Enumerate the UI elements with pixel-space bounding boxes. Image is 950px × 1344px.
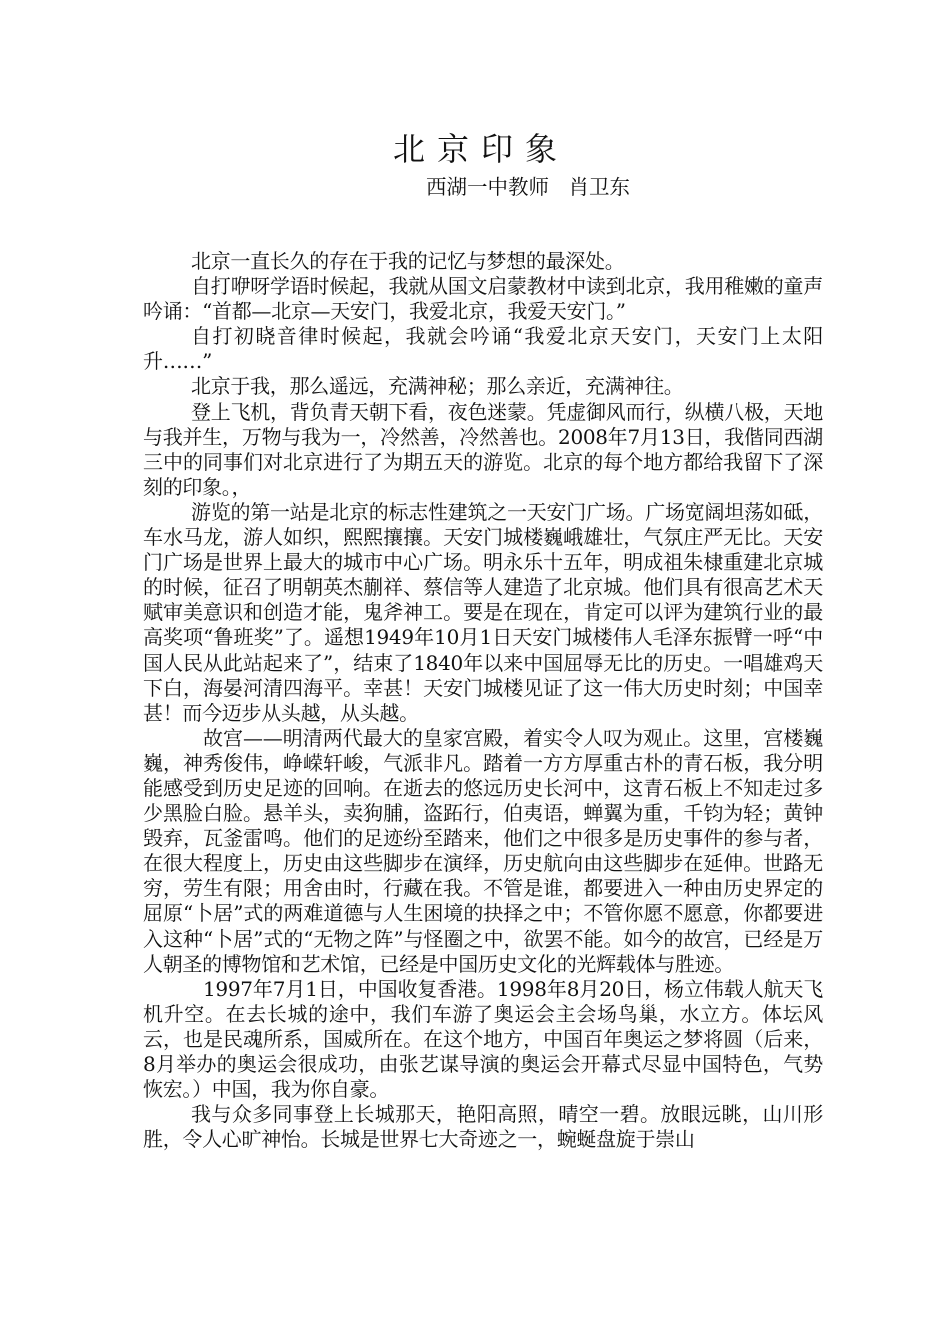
paragraph: 北京于我，那么遥远，充满神秘；那么亲近，充满神往。 <box>191 374 684 399</box>
paragraph: 1997年7月1日，中国收复香港。1998年8月20日，杨立伟载人航天飞机升空。在去长城的途中，我们车游了奥运会主会场鸟巢，水立方。体坛风云，也是民魂所系，国威所在。在这个地方，中国百年奥运之梦将圆（后来，8月举办的奥运会很成功，由张艺谋导演的奥运会开幕式尽显中国特色，气势恢宏。）中国，我为你自豪。 <box>143 976 823 1102</box>
paragraph: 自打初晓音律时候起，我就会吟诵“我爱北京天安门，天安门上太阳升……” <box>143 324 823 374</box>
paragraph: 登上飞机，背负青天朝下看，夜色迷蒙。凭虚御风而行，纵横八极，天地与我并生，万物与我为一，冷然善，冷然善也。2008年7月13日，我偕同西湖三中的同事们对北京进行了为期五天的游览。北京的每个地方都给我留下了深刻的印象。， <box>143 399 823 499</box>
paragraph: 游览的第一站是北京的标志性建筑之一天安门广场。广场宽阔坦荡如砥，车水马龙，游人如织，熙熙攘攘。天安门城楼巍峨雄壮，气氛庄严无比。天安门广场是世界上最大的城市中心广场。明永乐十五年，明成祖朱棣重建北京城的时候，征召了明朝英杰蒯祥、蔡信等人建造了北京城。他们具有很高艺术天赋审美意识和创造才能，鬼斧神工。要是在现在，肯定可以评为建筑行业的最高奖项“鲁班奖”了。遥想1949年10月1日天安门城楼伟人毛泽东振臂一呼“中国人民从此站起来了”，结束了1840年以来中国屈辱无比的历史。一唱雄鸡天下白，海晏河清四海平。幸甚！天安门城楼见证了这一伟大历史时刻；中国幸甚！而今迈步从头越，从头越。 <box>143 499 823 725</box>
paragraph: 自打咿呀学语时候起，我就从国文启蒙教材中读到北京，我用稚嫩的童声吟诵：“首都—北京—天安门，我爱北京，我爱天安门。” <box>143 274 823 324</box>
paragraph: 我与众多同事登上长城那天，艳阳高照，晴空一碧。放眼远眺，山川形胜，令人心旷神怡。长城是世界七大奇迹之一，蜿蜒盘旋于崇山 <box>143 1102 823 1152</box>
document-title: 北京印象 <box>392 130 569 168</box>
article-body <box>143 249 823 1152</box>
paragraph: 北京一直长久的存在于我的记忆与梦想的最深处。 <box>191 249 625 273</box>
paragraph: 故宫——明清两代最大的皇家宫殿，着实令人叹为观止。这里，宫楼巍巍，神秀俊伟，峥嵘轩峻，气派非凡。踏着一方方厚重古朴的青石板，我分明能感受到历史足迹的回响。在逝去的悠远历史长河中，这青石板上不知走过多少黑脸白脸。悬羊头，卖狗脯，盗跖行，伯夷语，蝉翼为重，千钧为轻；黄钟毁弃，瓦釜雷鸣。他们的足迹纷至踏来，他们之中很多是历史事件的参与者，在很大程度上，历史由这些脚步在演绎，历史航向由这些脚步在延伸。世路无穷，劳生有限；用舍由时，行藏在我。不管是谁，都要进入一种由历史界定的屈原“卜居”式的两难道德与人生困境的抉择之中；不管你愿不愿意，你都要进入这种“卜居”式的“无物之阵”与怪圈之中，欲罢不能。如今的故宫，已经是万人朝圣的博物馆和艺术馆，已经是中国历史文化的光辉载体与胜迹。 <box>143 725 823 976</box>
author-line: 西湖一中教师 肖卫东 <box>426 175 631 199</box>
